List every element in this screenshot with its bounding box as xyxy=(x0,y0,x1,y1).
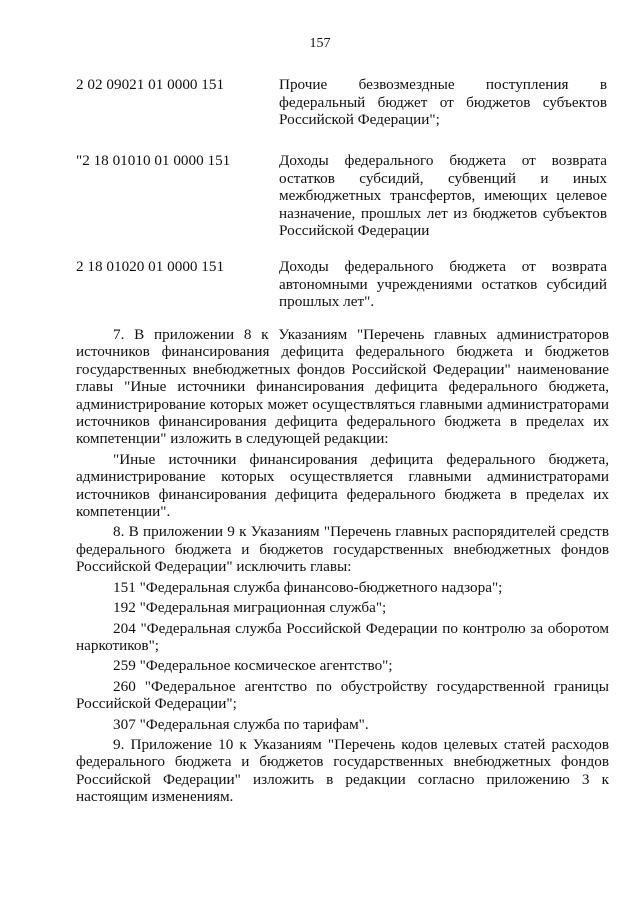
budget-code: "2 18 01010 01 0000 151 xyxy=(76,152,231,169)
budget-code-description: Доходы федерального бюджета от возврата остатков субсидий, субвенций и иных межбюджетных трансфертов, имеющих целевое назначение, прошлых лет из бюджетов субъектов Российской Федерации xyxy=(279,152,607,239)
paragraph-item-8: 8. В приложении 9 к Указаниям "Перечень главных распорядителей средств федерального бюджета и бюджетов государственных внебюджетных фондов Российской Федерации" исключить главы: xyxy=(76,523,609,576)
budget-code-description: Доходы федерального бюджета от возврата автономными учреждениями остатков субсидий прошлых лет". xyxy=(279,258,607,310)
paragraph-item-9: 9. Приложение 10 к Указаниям "Перечень кодов целевых статей расходов федерального бюджета и бюджетов государственных внебюджетных фондов Российской Федерации" изложить в редакции согласно приложению 3 к настоящим изменениям. xyxy=(76,735,609,806)
budget-code: 2 02 09021 01 0000 151 xyxy=(76,76,225,93)
document-body xyxy=(76,326,609,809)
paragraph-new-wording: "Иные источники финансирования дефицита федерального бюджета, администрирование которых осуществляется главными администраторами источников финансирования дефицита федерального бюджета в пределах их компетенции". xyxy=(76,450,609,521)
list-item: 151 "Федеральная служба финансово-бюджетного надзора"; xyxy=(113,578,503,596)
page-number: 157 xyxy=(309,36,331,51)
list-item: 259 "Федеральное космическое агентство"; xyxy=(113,657,393,675)
budget-code-description: Прочие безвозмездные поступления в федеральный бюджет от бюджетов субъектов Российской Федерации"; xyxy=(279,76,607,128)
paragraph-item-7: 7. В приложении 8 к Указаниям "Перечень главных администраторов источников финансирования дефицита федерального бюджета и бюджетов государственных внебюджетных фондов Российской Федерации" наименование главы "Иные источники финансирования дефицита федерального бюджета, администрирование которых может осуществляться главными администраторами источников финансирования дефицита федерального бюджета в пределах их компетенции" изложить в следующей редакции: xyxy=(76,326,609,448)
budget-code: 2 18 01020 01 0000 151 xyxy=(76,258,225,275)
list-item: 307 "Федеральная служба по тарифам". xyxy=(113,715,369,733)
list-item: 204 "Федеральная служба Российской Федерации по контролю за оборотом наркотиков"; xyxy=(76,619,609,654)
list-item: 260 "Федеральное агентство по обустройству государственной границы Российской Федерации"; xyxy=(76,677,609,713)
list-item: 192 "Федеральная миграционная служба"; xyxy=(113,599,387,617)
